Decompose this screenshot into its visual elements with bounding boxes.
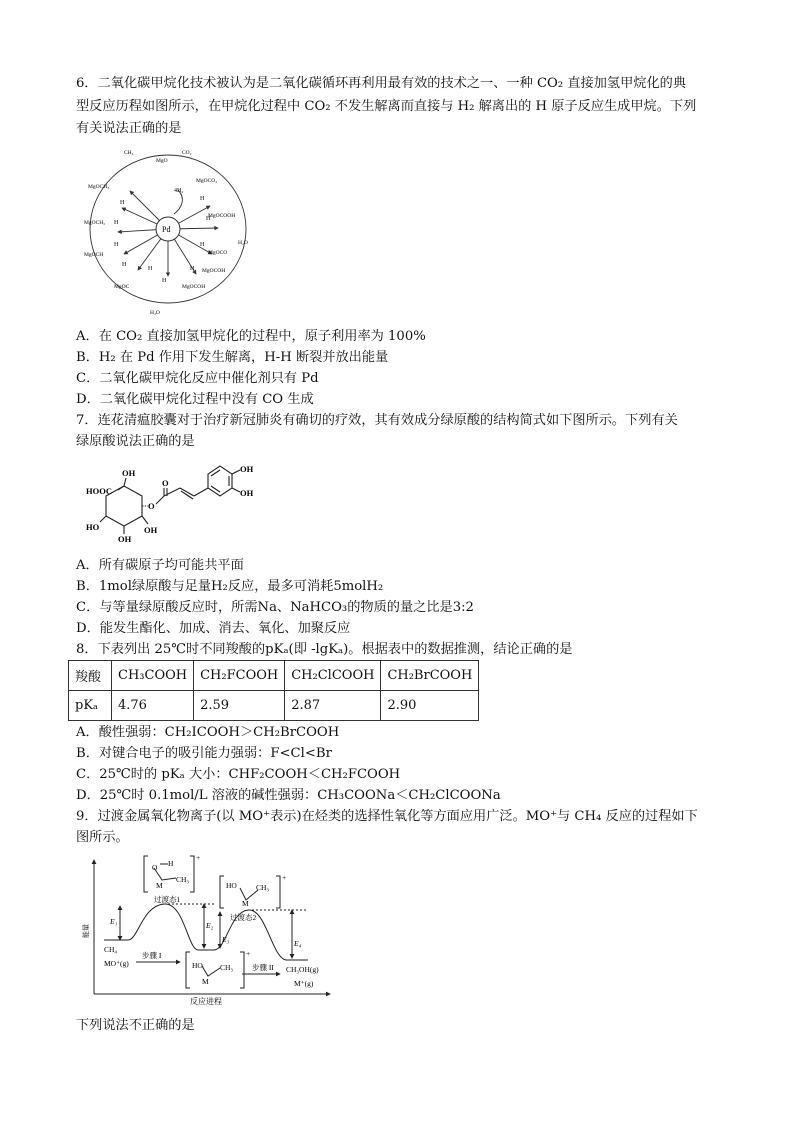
- q8-option-d: D．25℃时 0.1mol/L 溶液的碱性强弱：CH₃COONa＜CH₂ClCOONa: [76, 788, 501, 803]
- q7-stem-line2: 绿原酸说法正确的是: [76, 434, 195, 449]
- ts2-m: M: [242, 899, 249, 908]
- q6-stem-line3: 有关说法正确的是: [76, 121, 182, 136]
- h-label: H: [162, 278, 167, 284]
- h-label: H: [148, 266, 153, 272]
- ring-label-h2o-bottom: H₂O: [150, 310, 160, 316]
- ts2-ho: HO: [226, 881, 237, 890]
- product-ch3oh: CH₃OH(g): [286, 965, 319, 974]
- step1-label: 步骤 I: [142, 951, 162, 960]
- oh-label: OH: [118, 534, 132, 544]
- ts1-label: 过渡态1: [154, 895, 181, 904]
- ts2-ch3: CH₃: [256, 883, 270, 892]
- q7-option-d: D．能发生酯化、加成、消去、氧化、加聚反应: [76, 621, 351, 636]
- oh-label: OH: [240, 464, 254, 474]
- carbonyl-o-label: O: [162, 478, 169, 488]
- q7-option-b: B．1mol绿原酸与足量H₂反应，最多可消耗5molH₂: [76, 579, 384, 594]
- product-m: M⁺(g): [294, 979, 314, 988]
- ring-label-mgocooh: MgOCOOH: [208, 213, 236, 219]
- chlorogenic-acid-structure: [86, 460, 262, 544]
- table-header-cell: CH₂BrCOOH: [381, 661, 479, 691]
- e4-label: E₄: [294, 939, 302, 948]
- methanation-cycle-diagram: [78, 142, 258, 320]
- table-header-cell: CH₃COOH: [112, 661, 194, 691]
- ts2-plus: +: [282, 873, 287, 882]
- ring-label-h2o-right: H₂O: [238, 240, 248, 246]
- ring-label-mgocoh: MgOCOH: [202, 268, 226, 274]
- int-ch3: CH₃: [220, 963, 234, 972]
- q8-option-a: A．酸性强弱：CH₂ICOOH＞CH₂BrCOOH: [76, 725, 340, 740]
- int-plus: +: [246, 949, 251, 958]
- ester-o-label: O: [148, 501, 155, 511]
- h-label: H: [114, 242, 119, 248]
- h-label: H: [120, 200, 125, 206]
- q6-option-a: A．在 CO₂ 直接加氢甲烷化的过程中，原子利用率为 100%: [76, 329, 426, 344]
- ring-label-mgoco2: MgOCO₂: [196, 178, 218, 184]
- e3-label: E₃: [222, 935, 230, 944]
- ts1-ch3: CH₃: [176, 875, 190, 884]
- q9-footer: 下列说法不正确的是: [76, 1018, 195, 1033]
- table-row: [69, 691, 479, 721]
- step2-label: 步骤 II: [252, 963, 274, 972]
- ring-label-mgoch2: MgOCH₂: [84, 220, 106, 226]
- ring-label-co2: CO₂: [182, 150, 192, 156]
- table-header-row: [69, 661, 479, 691]
- ring-label-ch4: CH₄: [124, 150, 134, 156]
- reactant-mo: MO⁺(g): [104, 959, 129, 968]
- table-cell: 2.90: [381, 691, 479, 721]
- cooh-label: HOOC: [86, 486, 112, 496]
- e1-label: E₁: [110, 917, 118, 926]
- table-cell: 4.76: [112, 691, 194, 721]
- table-header-cell: 羧酸: [69, 661, 112, 691]
- ts2-label: 过渡态2: [230, 913, 257, 922]
- ring-label-mgoco: MgOCO: [208, 250, 228, 256]
- pd-label: Pd: [162, 225, 171, 234]
- q6-option-c: C．二氧化碳甲烷化反应中催化剂只有 Pd: [76, 371, 319, 386]
- oh-label: OH: [122, 468, 136, 478]
- table-header-cell: CH₂FCOOH: [194, 661, 285, 691]
- int-ho: HO: [192, 961, 203, 970]
- reaction-x-label: 反应进程: [190, 997, 222, 1006]
- e2-label: E₂: [206, 921, 214, 930]
- ring-label-mgoc: MgOC: [114, 284, 130, 290]
- q8-option-c: C．25℃时的 pKₐ 大小：CHF₂COOH＜CH₂FCOOH: [76, 767, 401, 782]
- ring-label-mgoch: MgOCH: [84, 252, 104, 258]
- q6-option-b: B．H₂ 在 Pd 作用下发生解离，H-H 断裂并放出能量: [76, 350, 389, 365]
- ts1-m: M: [156, 881, 163, 890]
- h-label: H: [200, 196, 205, 202]
- q9-stem-line2: 图所示。: [76, 830, 129, 845]
- ring-label-mgoch3: MgOCH₃: [88, 184, 110, 190]
- table-cell: 2.87: [285, 691, 381, 721]
- q7-option-a: A．所有碳原子均可能共平面: [76, 558, 244, 573]
- oh-label: OH: [240, 488, 254, 498]
- ts1-h: H: [168, 859, 174, 868]
- h-label: H: [122, 262, 127, 268]
- table-cell: pKₐ: [69, 691, 112, 721]
- q7-stem-line1: 7．连花清瘟胶囊对于治疗新冠肺炎有确切的疗效，其有效成分绿原酸的结构简式如下图所示。下列有关: [76, 413, 678, 428]
- table-cell: 2.59: [194, 691, 285, 721]
- q6-stem-line2: 型反应历程如图所示，在甲烷化过程中 CO₂ 不发生解离而直接与 H₂ 解离出的 H 原子反应生成甲烷。下列: [76, 99, 697, 114]
- energy-profile-diagram: [80, 850, 340, 1010]
- q9-stem-line1: 9．过渡金属氧化物离子(以 MO⁺表示)在烃类的选择性氧化等方面应用广泛。MO⁺与 CH₄ 反应的过程如下: [76, 809, 698, 824]
- q8-stem-line1: 8．下表列出 25℃时不同羧酸的pKₐ(即 -lgKₐ)。根据表中的数据推测，结论正确的是: [76, 642, 573, 657]
- ring-label-mgo: MgO: [156, 158, 168, 164]
- h-label: H: [206, 216, 211, 222]
- q8-option-b: B．对键合电子的吸引能力强弱：F<Cl<Br: [76, 746, 332, 761]
- h-label: H: [200, 242, 205, 248]
- energy-y-label: 能量: [82, 924, 90, 938]
- h2-in-label: 4H₂: [174, 188, 184, 194]
- ts1-plus: +: [196, 853, 201, 862]
- q6-stem-line1: 6．二氧化碳甲烷化技术被认为是二氧化碳循环再利用最有效的技术之一、一种 CO₂ 直接加氢甲烷化的典: [76, 76, 687, 91]
- oh-label: OH: [144, 525, 158, 535]
- pka-table: [68, 660, 479, 721]
- int-m: M: [202, 977, 209, 986]
- reactant-ch4: CH₄: [104, 945, 118, 954]
- ts1-o: O: [152, 863, 158, 872]
- table-header-cell: CH₂ClCOOH: [285, 661, 381, 691]
- ring-label-mgocooh-bottom: MgOCOH: [182, 284, 206, 290]
- h-label: H: [114, 220, 119, 226]
- q7-option-c: C．与等量绿原酸反应时，所需Na、NaHCO₃的物质的量之比是3:2: [76, 600, 474, 615]
- ho-label: HO: [86, 522, 100, 532]
- h-label: H: [190, 266, 195, 272]
- q6-option-d: D．二氧化碳甲烷化过程中没有 CO 生成: [76, 392, 314, 407]
